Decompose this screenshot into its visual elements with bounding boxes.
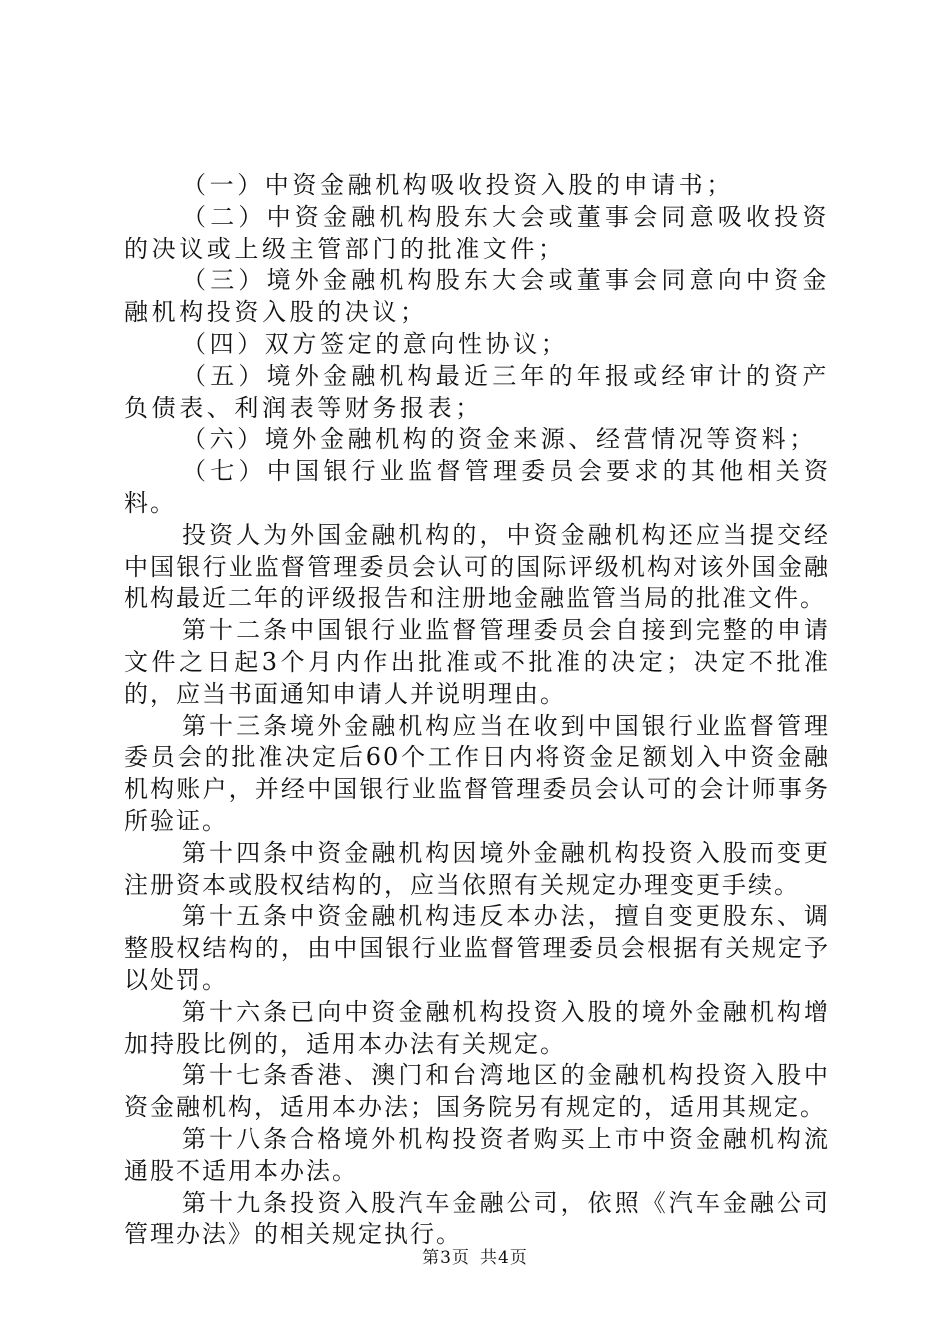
page-total: 共4页 — [480, 1248, 528, 1268]
paragraph-article-14: 第十四条中资金融机构因境外金融机构投资入股而变更注册资本或股权结构的，应当依照有关规定办理变更手续。 — [124, 838, 830, 899]
paragraph-article-17: 第十七条香港、澳门和台湾地区的金融机构投资入股中资金融机构，适用本办法；国务院另有规定的，适用其规定。 — [124, 1061, 830, 1122]
paragraph-article-19: 第十九条投资入股汽车金融公司，依照《汽车金融公司管理办法》的相关规定执行。 — [124, 1188, 830, 1249]
page-footer — [0, 1243, 950, 1268]
paragraph-item-4: （四）双方签定的意向性协议； — [182, 329, 569, 358]
page-number: 第3页 — [422, 1248, 470, 1268]
paragraph-item-7: （七）中国银行业监督管理委员会要求的其他相关资料。 — [124, 457, 830, 517]
paragraph-item-1: （一）中资金融机构吸收投资入股的申请书； — [182, 171, 734, 199]
paragraph-article-15: 第十五条中资金融机构违反本办法，擅自变更股东、调整股权结构的，由中国银行业监督管理委员会根据有关规定予以处罚。 — [124, 902, 830, 994]
paragraph-article-13: 第十三条境外金融机构应当在收到中国银行业监督管理委员会的批准决定后60个工作日内将资金足额划入中资金融机构账户，并经中国银行业监督管理委员会认可的会计师事务所验证。 — [124, 711, 830, 835]
paragraph-item-2: （二）中资金融机构股东大会或董事会同意吸收投资的决议或上级主管部门的批准文件； — [124, 202, 830, 263]
paragraph-item-3: （三）境外金融机构股东大会或董事会同意向中资金融机构投资入股的决议； — [124, 266, 830, 327]
paragraph-item-5: （五）境外金融机构最近三年的年报或经审计的资产负债表、利润表等财务报表； — [124, 361, 830, 422]
paragraph-article-16: 第十六条已向中资金融机构投资入股的境外金融机构增加持股比例的，适用本办法有关规定。 — [124, 997, 830, 1058]
document-body — [124, 170, 830, 1251]
paragraph-article-12: 第十二条中国银行业监督管理委员会自接到完整的申请文件之日起3个月内作出批准或不批准的决定；决定不批准的，应当书面通知申请人并说明理由。 — [124, 616, 830, 708]
paragraph-item-6: （六）境外金融机构的资金来源、经营情况等资料； — [182, 425, 817, 454]
paragraph-foreign-investor: 投资人为外国金融机构的，中资金融机构还应当提交经中国银行业监督管理委员会认可的国际评级机构对该外国金融机构最近二年的评级报告和注册地金融监管当局的批准文件。 — [124, 520, 830, 613]
paragraph-article-18: 第十八条合格境外机构投资者购买上市中资金融机构流通股不适用本办法。 — [124, 1124, 830, 1185]
